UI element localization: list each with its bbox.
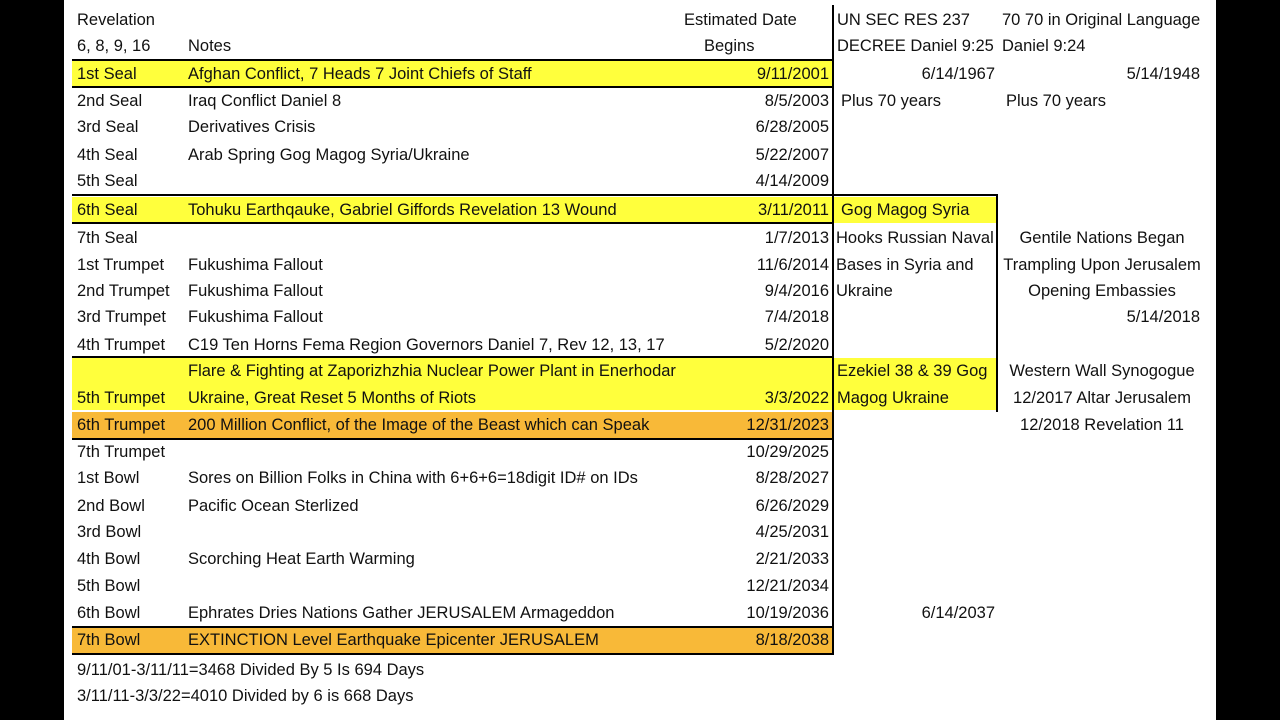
row-note: Derivatives Crisis [188,118,316,136]
row-date: 12/21/2034 [746,577,829,595]
row-date: 7/4/2018 [764,308,829,326]
row-date: 6/28/2005 [755,118,829,136]
orig-2018-date: 5/14/2018 [1126,308,1200,326]
footer-note-2: 3/11/11-3/3/22=4010 Divided by 6 is 668 Days [77,687,414,705]
row-date: 5/22/2007 [755,146,829,164]
row-note: Flare & Fighting at Zaporizhzhia Nuclear Power Plant in Enerhodar [188,362,676,380]
orig-trampling: Trampling Upon Jerusalem [1003,256,1201,274]
rule-under-7th-bowl [72,653,834,655]
rule-date-column-right [832,5,834,655]
rule-box-right [996,194,998,412]
row-event: 4th Seal [77,146,138,164]
row-event: 2nd Seal [77,92,143,110]
rule-above-6th-seal [72,194,998,196]
row-date: 9/11/2001 [756,65,829,83]
orig-western-wall: Western Wall Synogogue [1009,362,1195,380]
row-date: 10/29/2025 [746,443,829,461]
header-chapters: 6, 8, 9, 16 [77,37,151,55]
orig-revelation-11: 12/2018 Revelation 11 [1020,416,1184,434]
row-note: Tohuku Earthqauke, Gabriel Giffords Revelation 13 Wound [188,201,617,219]
header-decree: DECREE Daniel 9:25 [837,37,994,55]
un-2037-date: 6/14/2037 [921,604,995,622]
row-note: Sores on Billion Folks in China with 6+6+6=18digit ID# on IDs [188,469,638,487]
row-date: 4/14/2009 [755,172,829,190]
row-date: 8/28/2027 [755,469,829,487]
row-note: Fukushima Fallout [188,256,323,274]
row-note: EXTINCTION Level Earthquake Epicenter JERUSALEM [188,631,599,649]
row-note: Afghan Conflict, 7 Heads 7 Joint Chiefs of Staff [188,65,532,83]
header-revelation: Revelation [77,11,155,29]
row-date: 9/4/2016 [764,282,829,300]
row-note: Ukraine, Great Reset 5 Months of Riots [188,389,476,407]
row-event: 7th Seal [77,229,138,247]
orig-gentile-nations: Gentile Nations Began [1019,229,1185,247]
row-event: 6th Trumpet [77,416,166,434]
un-bases-syria: Bases in Syria and [836,256,974,274]
row-event: 5th Trumpet [77,389,166,407]
row-event: 4th Bowl [77,550,141,568]
row-date: 10/19/2036 [746,604,829,622]
row-date: 4/25/2031 [755,523,829,541]
row-note: C19 Ten Horns Fema Region Governors Daniel 7, Rev 12, 13, 17 [188,336,665,354]
row-note: Pacific Ocean Sterlized [188,497,359,515]
row-date: 11/6/2014 [756,256,829,274]
header-original-language: 70 70 in Original Language [1002,11,1201,29]
header-begins: Begins [704,37,755,55]
row-event: 3rd Trumpet [77,308,166,326]
un-ukraine: Ukraine [836,282,893,300]
row-date: 3/11/2011 [758,201,829,219]
un-plus-70: Plus 70 years [841,92,941,110]
orig-altar: 12/2017 Altar Jerusalem [1013,389,1191,407]
row-event: 2nd Trumpet [77,282,170,300]
row-event: 6th Bowl [77,604,141,622]
row-note: Scorching Heat Earth Warming [188,550,415,568]
row-date: 8/5/2003 [764,92,829,110]
row-date: 8/18/2038 [755,631,829,649]
header-estimated-date: Estimated Date [684,11,797,29]
un-gog-magog-syria: Gog Magog Syria [841,201,970,219]
row-note: Ephrates Dries Nations Gather JERUSALEM Armageddon [188,604,615,622]
orig-embassies: Opening Embassies [1028,282,1176,300]
row-date: 5/2/2020 [764,336,829,354]
document-sheet [64,0,1216,720]
row-date: 3/3/2022 [764,389,829,407]
orig-plus-70: Plus 70 years [1006,92,1106,110]
row-event: 2nd Bowl [77,497,145,515]
row-date: 12/31/2023 [746,416,829,434]
header-notes: Notes [188,37,232,55]
row-event: 3rd Bowl [77,523,142,541]
un-magog-ukraine: Magog Ukraine [837,389,949,407]
un-hooks-russian: Hooks Russian Naval [836,229,994,247]
row-note: Iraq Conflict Daniel 8 [188,92,342,110]
row-date: 1/7/2013 [764,229,829,247]
row-event: 1st Trumpet [77,256,165,274]
orig-1948-date: 5/14/1948 [1126,65,1200,83]
row-event: 4th Trumpet [77,336,166,354]
row-note: Arab Spring Gog Magog Syria/Ukraine [188,146,470,164]
row-event: 1st Bowl [77,469,140,487]
row-event: 5th Bowl [77,577,141,595]
un-1967-date: 6/14/1967 [921,65,995,83]
row-event: 7th Trumpet [77,443,166,461]
row-event: 1st Seal [77,65,137,83]
footer-note-1: 9/11/01-3/11/11=3468 Divided By 5 Is 694 Days [77,661,425,679]
header-daniel-924: Daniel 9:24 [1002,37,1086,55]
row-event: 5th Seal [77,172,138,190]
header-un-sec-res: UN SEC RES 237 [837,11,970,29]
row-event: 7th Bowl [77,631,141,649]
row-note: Fukushima Fallout [188,282,323,300]
row-date: 6/26/2029 [755,497,829,515]
row-note: Fukushima Fallout [188,308,323,326]
row-event: 3rd Seal [77,118,139,136]
row-note: 200 Million Conflict, of the Image of the Beast which can Speak [188,416,650,434]
un-ezekiel: Ezekiel 38 & 39 Gog [837,362,988,380]
row-event: 6th Seal [77,201,138,219]
row-date: 2/21/2033 [755,550,829,568]
